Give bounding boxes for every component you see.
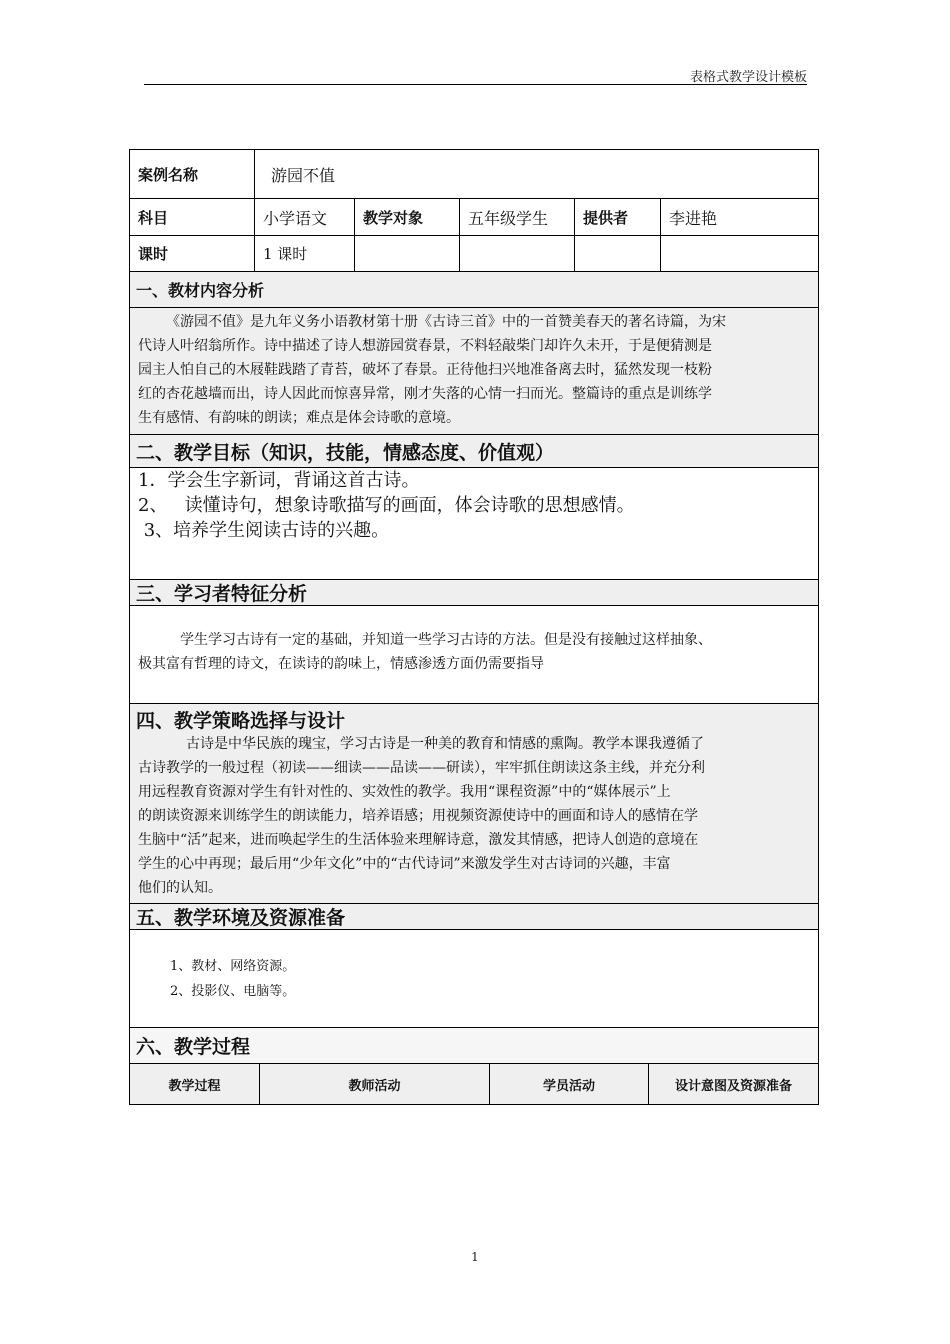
section-4-line: 的朗读资源来训练学生的朗读能力，培养语感；用视频资源使诗中的画面和诗人的感情在学 <box>138 808 698 824</box>
section-5-body <box>130 930 818 1027</box>
resource-item: 1、教材、网络资源。 <box>170 959 296 974</box>
section-1-body-row <box>130 308 818 435</box>
section-3-line: 极其富有哲理的诗文，在读诗的韵味上，情感渗透方面仍需要指导 <box>138 656 544 672</box>
section-5-body-row <box>130 930 818 1028</box>
section-4-block <box>130 704 818 903</box>
provider-value: 李进艳 <box>669 208 718 228</box>
section-4-line: 古诗教学的一般过程（初读——细读——品读——研读），牢牢抓住朗读这条主线，并充分利 <box>138 760 705 776</box>
provider-label: 提供者 <box>575 199 661 235</box>
section-4-line: 他们的认知。 <box>138 880 222 896</box>
hours-empty-1 <box>355 236 460 271</box>
case-name-label: 案例名称 <box>130 150 255 198</box>
section-4-body <box>130 732 818 900</box>
case-name-value: 游园不值 <box>271 165 336 185</box>
section-4-line: 生脑中“活”起来，进而唤起学生的生活体验来理解诗意，激发其情感，把诗人创造的意境在 <box>138 832 699 848</box>
section-4-line: 学生的心中再现；最后用“少年文化”中的“古代诗词”来激发学生对古诗词的兴趣，丰富 <box>138 856 671 872</box>
header-divider <box>144 84 807 85</box>
process-col-student: 学员活动 <box>490 1064 649 1104</box>
section-4-row <box>130 704 818 904</box>
resource-item: 2、投影仪、电脑等。 <box>170 984 296 999</box>
section-2-body <box>130 468 818 579</box>
section-1-title: 一、教材内容分析 <box>130 272 818 308</box>
section-4-line: 用远程教育资源对学生有针对性的、实效性的教学。我用“课程资源”中的“媒体展示”上 <box>138 784 671 800</box>
section-3-body <box>130 606 818 703</box>
subject-label: 科目 <box>130 199 255 235</box>
section-4-line: 古诗是中华民族的瑰宝，学习古诗是一种美的教育和情感的熏陶。教学本课我遵循了 <box>186 736 704 752</box>
goal-item: 3、培养学生阅读古诗的兴趣。 <box>138 520 390 541</box>
section-5-title: 五、教学环境及资源准备 <box>130 904 818 930</box>
hours-empty-4 <box>661 236 818 271</box>
section-2-title: 二、教学目标（知识，技能，情感态度、价值观） <box>130 435 818 468</box>
subject-row <box>130 199 818 236</box>
hours-empty-3 <box>575 236 661 271</box>
section-3-line: 学生学习古诗有一定的基础，并知道一些学习古诗的方法。但是没有接触过这样抽象、 <box>180 632 712 648</box>
lesson-plan-table <box>129 149 819 1105</box>
page-number: 1 <box>471 1250 479 1264</box>
section-1-line: 园主人怕自己的木屐鞋践踏了青苔，破坏了春景。正待他扫兴地准备离去时，猛然发现一枝粉 <box>138 362 712 378</box>
hours-value: 1 课时 <box>255 236 355 271</box>
hours-label: 课时 <box>130 236 255 271</box>
hours-row <box>130 236 818 272</box>
goal-item: 2、 读懂诗句，想象诗歌描写的画面，体会诗歌的思想感情。 <box>138 495 635 516</box>
section-3-title: 三、学习者特征分析 <box>130 580 818 606</box>
audience-label: 教学对象 <box>355 199 460 235</box>
section-6-title: 六、教学过程 <box>130 1028 818 1064</box>
process-col-teacher: 教师活动 <box>260 1064 490 1104</box>
section-1-line: 《游园不值》是九年义务小语教材第十册《古诗三首》中的一首赞美春天的著名诗篇，为宋 <box>166 314 726 330</box>
case-name-row <box>130 150 818 199</box>
section-1-body <box>130 308 818 434</box>
header-title: 表格式教学设计模板 <box>689 70 807 85</box>
section-3-body-row <box>130 606 818 704</box>
audience-value: 五年级学生 <box>460 199 575 235</box>
process-col-stage: 教学过程 <box>130 1064 260 1104</box>
process-col-design: 设计意图及资源准备 <box>649 1064 818 1104</box>
section-1-line: 生有感情、有韵味的朗读；难点是体会诗歌的意境。 <box>138 410 460 426</box>
section-4-title: 四、教学策略选择与设计 <box>130 704 818 732</box>
goal-item: 1．学会生字新词，背诵这首古诗。 <box>138 470 420 491</box>
subject-value: 小学语文 <box>255 199 355 235</box>
process-header-row <box>130 1064 818 1104</box>
section-1-line: 代诗人叶绍翁所作。诗中描述了诗人想游园赏春景，不料轻敲柴门却许久未开，于是便猜测是 <box>138 338 712 354</box>
section-1-line: 红的杏花越墙而出，诗人因此而惊喜异常，刚才失落的心情一扫而光。整篇诗的重点是训练学 <box>138 386 712 402</box>
hours-empty-2 <box>460 236 575 271</box>
section-2-body-row <box>130 468 818 580</box>
